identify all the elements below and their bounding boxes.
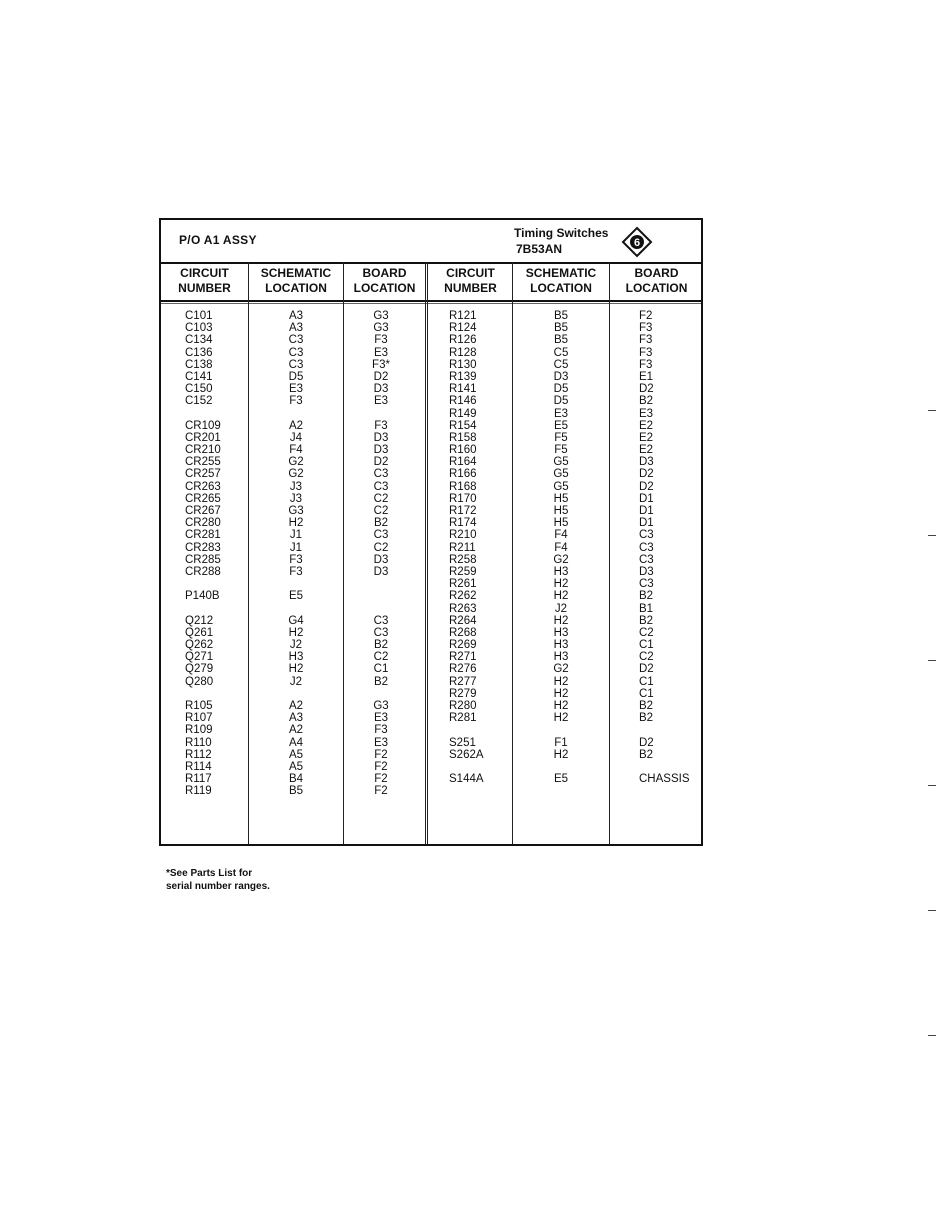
board-location: F3 — [639, 358, 653, 371]
circuit-number: Q212 — [185, 614, 214, 627]
circuit-number: R110 — [185, 736, 212, 749]
schematic-location: A3 — [288, 322, 304, 335]
circuit-number: CR285 — [185, 553, 221, 566]
circuit-number: Q279 — [185, 663, 214, 676]
circuit-number: R262 — [449, 590, 477, 603]
schematic-location: J3 — [289, 492, 303, 505]
circuit-number: R276 — [449, 663, 477, 676]
board-location: C1 — [639, 639, 654, 652]
parts-location-table — [159, 218, 703, 846]
column-divider — [343, 262, 344, 844]
board-location: E3 — [373, 346, 389, 359]
circuit-number: R128 — [449, 346, 477, 359]
row-spacer — [349, 688, 413, 700]
row-spacer — [261, 578, 331, 590]
circuit-number: R268 — [449, 626, 477, 639]
circuit-number: C103 — [185, 322, 213, 335]
schematic-location: H3 — [553, 565, 569, 578]
board-location: C3 — [373, 480, 389, 493]
schematic-location: F4 — [554, 529, 568, 542]
schematic-location: C5 — [553, 358, 569, 371]
schematic-location: H5 — [553, 492, 569, 505]
schematic-location: C5 — [553, 346, 569, 359]
circuit-number: Q280 — [185, 675, 214, 688]
board-location: E2 — [639, 444, 654, 457]
circuit-number: CR267 — [185, 505, 221, 517]
schematic-location: G5 — [553, 468, 569, 481]
row-spacer — [261, 408, 331, 420]
schematic-location: D5 — [288, 370, 304, 383]
circuit-number: CR280 — [185, 517, 221, 530]
circuit-number: R166 — [449, 468, 477, 481]
circuit-number: CR109 — [185, 419, 221, 432]
col-header-board-left: BOARD LOCATION — [353, 266, 416, 295]
board-location: E2 — [639, 431, 654, 444]
schematic-location: H2 — [288, 626, 304, 639]
circuit-number: R160 — [449, 444, 477, 457]
circuit-number: C134 — [185, 334, 213, 347]
circuit-number: R126 — [449, 334, 477, 347]
board-location: D3 — [373, 431, 389, 444]
circuit-number: R279 — [449, 687, 477, 700]
board-location: F2 — [374, 748, 388, 761]
schematic-location: H2 — [553, 687, 569, 700]
board-location: B2 — [639, 590, 654, 603]
right-schematic-locations — [525, 310, 597, 785]
circuit-number: Q261 — [185, 626, 214, 639]
row-spacer — [449, 724, 509, 736]
circuit-number: R259 — [449, 565, 477, 578]
board-location: B2 — [639, 712, 654, 725]
board-location: F2 — [374, 773, 388, 786]
column-divider-double — [425, 262, 428, 844]
circuit-number: R210 — [449, 529, 477, 542]
schematic-location: J3 — [289, 480, 303, 493]
board-location: F2 — [374, 785, 388, 798]
board-location — [349, 590, 413, 602]
schematic-location: G3 — [288, 505, 304, 517]
board-location: C3 — [373, 614, 389, 627]
board-location: B2 — [639, 700, 654, 712]
row-spacer — [261, 603, 331, 615]
row-spacer — [639, 761, 699, 773]
header-divider — [161, 262, 701, 264]
board-location: D3 — [639, 456, 654, 469]
board-location: D1 — [639, 517, 654, 530]
board-location: C3 — [639, 541, 654, 554]
schematic-location: J1 — [289, 529, 303, 542]
board-location: F2 — [639, 310, 653, 322]
row-spacer — [639, 724, 699, 736]
section-title — [514, 225, 608, 257]
board-location: B2 — [373, 675, 389, 688]
column-header-divider — [161, 300, 701, 302]
circuit-number: R271 — [449, 651, 477, 664]
footnote-line: *See Parts List for — [166, 868, 253, 879]
row-spacer — [261, 688, 331, 700]
footnote-line: serial number ranges. — [166, 881, 270, 892]
circuit-number: Q262 — [185, 639, 214, 652]
board-location: F3* — [372, 358, 390, 371]
board-location: C3 — [373, 468, 389, 481]
board-location: C1 — [639, 687, 654, 700]
board-location: G3 — [373, 700, 389, 712]
circuit-number: R146 — [449, 395, 477, 408]
schematic-location: G4 — [288, 614, 304, 627]
board-location: F3 — [639, 334, 653, 347]
circuit-number: R269 — [449, 639, 477, 652]
circuit-number: S251 — [449, 736, 476, 749]
circuit-number: C150 — [185, 383, 213, 396]
circuit-number: R130 — [449, 358, 477, 371]
schematic-location: E3 — [288, 383, 304, 396]
col-header-schematic-left: SCHEMATIC LOCATION — [260, 266, 332, 295]
schematic-location: G2 — [288, 468, 304, 481]
board-location: D2 — [373, 370, 389, 383]
circuit-number: R112 — [185, 748, 212, 761]
board-location: C3 — [373, 626, 389, 639]
left-circuit-numbers — [185, 310, 245, 798]
row-spacer — [449, 761, 509, 773]
circuit-number: R170 — [449, 492, 477, 505]
circuit-number: R105 — [185, 700, 213, 712]
board-location: F3 — [374, 419, 388, 432]
schematic-location: F3 — [289, 565, 303, 578]
board-location: C3 — [639, 529, 654, 542]
assembly-title: P/O A1 ASSY — [179, 233, 257, 247]
schematic-location: A4 — [288, 736, 304, 749]
row-spacer — [349, 408, 413, 420]
board-location: D1 — [639, 505, 654, 517]
right-board-locations — [639, 310, 699, 785]
schematic-location: B5 — [553, 310, 569, 322]
circuit-number: S262A — [449, 748, 484, 761]
board-location: F3 — [374, 334, 388, 347]
schematic-location: D3 — [553, 370, 569, 383]
schematic-location: C3 — [288, 358, 304, 371]
row-spacer — [525, 724, 597, 736]
schematic-location: A2 — [288, 419, 304, 432]
circuit-number: R114 — [185, 760, 212, 773]
circuit-number: R109 — [185, 724, 213, 737]
schematic-location: H2 — [288, 517, 304, 530]
scan-edge-mark — [928, 910, 936, 911]
circuit-number: CR283 — [185, 541, 221, 554]
circuit-number: R149 — [449, 407, 477, 420]
circuit-number: C136 — [185, 346, 213, 359]
col-header-circuit-left: CIRCUIT NUMBER — [178, 266, 231, 295]
board-location: F3 — [639, 322, 653, 335]
row-spacer — [185, 688, 245, 700]
schematic-location: G2 — [553, 663, 569, 676]
schematic-location: H2 — [553, 614, 569, 627]
schematic-location: B5 — [288, 785, 304, 798]
row-spacer — [525, 761, 597, 773]
col-header-board-right: BOARD LOCATION — [625, 266, 688, 295]
board-location: D3 — [373, 565, 389, 578]
board-location: C2 — [373, 492, 389, 505]
circuit-number: C152 — [185, 395, 213, 408]
circuit-number: S144A — [449, 773, 484, 786]
col-header-circuit-right: CIRCUIT NUMBER — [444, 266, 497, 295]
board-location: B2 — [373, 517, 389, 530]
scan-edge-mark — [928, 660, 936, 661]
schematic-location: D5 — [553, 395, 569, 408]
schematic-location: C3 — [288, 334, 304, 347]
circuit-number: CR281 — [185, 529, 221, 542]
schematic-location: J2 — [289, 675, 303, 688]
diagram-number-diamond-icon — [621, 226, 653, 258]
row-spacer — [349, 603, 413, 615]
left-schematic-locations — [261, 310, 331, 798]
schematic-location: B5 — [553, 322, 569, 335]
schematic-location: D5 — [553, 383, 569, 396]
circuit-number: R174 — [449, 517, 477, 530]
board-location: G3 — [373, 310, 389, 322]
scan-edge-mark — [928, 410, 936, 411]
circuit-number: R258 — [449, 553, 477, 566]
row-spacer — [185, 603, 245, 615]
board-location: G3 — [373, 322, 389, 335]
schematic-location: B4 — [288, 773, 304, 786]
schematic-location: E5 — [553, 419, 569, 432]
schematic-location: F3 — [289, 395, 303, 408]
circuit-number: R263 — [449, 602, 477, 615]
scan-edge-mark — [928, 1035, 936, 1036]
board-location: D3 — [373, 444, 389, 457]
board-location: E3 — [373, 736, 389, 749]
schematic-location: A5 — [288, 760, 304, 773]
circuit-number: C101 — [185, 310, 213, 322]
board-location: C2 — [373, 505, 389, 517]
schematic-location: H2 — [553, 748, 569, 761]
right-circuit-numbers — [449, 310, 509, 785]
schematic-location: A2 — [288, 724, 304, 737]
circuit-number: R168 — [449, 480, 477, 493]
schematic-location: A2 — [288, 700, 304, 712]
schematic-location: H3 — [553, 651, 569, 664]
circuit-number: R261 — [449, 578, 477, 591]
column-header-underline — [161, 303, 701, 304]
scan-edge-mark — [928, 785, 936, 786]
schematic-location: H2 — [553, 578, 569, 591]
circuit-number: R277 — [449, 675, 477, 688]
schematic-location: J4 — [289, 431, 303, 444]
circuit-number: R264 — [449, 614, 477, 627]
board-location: E3 — [373, 395, 389, 408]
scan-edge-mark — [928, 535, 936, 536]
board-location: CHASSIS — [639, 773, 690, 786]
schematic-location: A3 — [288, 310, 304, 322]
schematic-location: E5 — [288, 590, 304, 603]
board-location: C3 — [639, 578, 654, 591]
schematic-location: J1 — [289, 541, 303, 554]
board-location: D2 — [639, 736, 654, 749]
board-location: B2 — [639, 395, 654, 408]
row-spacer — [349, 578, 413, 590]
board-location: C2 — [639, 626, 654, 639]
circuit-number: R139 — [449, 370, 477, 383]
board-location: D2 — [639, 480, 654, 493]
schematic-location: H2 — [553, 700, 569, 712]
board-location: C2 — [373, 541, 389, 554]
board-location: D3 — [639, 565, 654, 578]
circuit-number: R281 — [449, 712, 477, 725]
schematic-location: A5 — [288, 748, 304, 761]
board-location: E1 — [639, 370, 654, 383]
circuit-number: C138 — [185, 358, 213, 371]
circuit-number: R119 — [185, 785, 212, 798]
schematic-location: C3 — [288, 346, 304, 359]
board-location: C2 — [639, 651, 654, 664]
schematic-location: A3 — [288, 712, 304, 725]
board-location: F2 — [374, 760, 388, 773]
board-location: C3 — [639, 553, 654, 566]
model-number: 7B53AN — [516, 242, 563, 256]
schematic-location: F1 — [554, 736, 568, 749]
board-location: D3 — [373, 553, 389, 566]
schematic-location: G5 — [553, 480, 569, 493]
board-location: D1 — [639, 492, 654, 505]
board-location: C1 — [373, 663, 389, 676]
schematic-location: G2 — [553, 553, 569, 566]
circuit-number: CR288 — [185, 565, 221, 578]
schematic-location: H2 — [553, 675, 569, 688]
circuit-number: R211 — [449, 541, 476, 554]
board-location: F3 — [639, 346, 653, 359]
board-location: C3 — [373, 529, 389, 542]
board-location: E3 — [639, 407, 654, 420]
board-location: B2 — [639, 748, 654, 761]
schematic-location: E5 — [553, 773, 569, 786]
schematic-location: H3 — [553, 626, 569, 639]
circuit-number: CR257 — [185, 468, 221, 481]
circuit-number: R164 — [449, 456, 477, 469]
schematic-location: G2 — [288, 456, 304, 469]
circuit-number: R107 — [185, 712, 213, 725]
schematic-location: F4 — [554, 541, 568, 554]
circuit-number: R172 — [449, 505, 477, 517]
board-location: D3 — [373, 383, 389, 396]
board-location: C1 — [639, 675, 654, 688]
board-location: C2 — [373, 651, 389, 664]
circuit-number: R121 — [449, 310, 477, 322]
schematic-location: G5 — [553, 456, 569, 469]
schematic-location: F5 — [554, 444, 568, 457]
circuit-number: R158 — [449, 431, 477, 444]
board-location: D2 — [373, 456, 389, 469]
schematic-location: H5 — [553, 505, 569, 517]
board-location: D2 — [639, 468, 654, 481]
schematic-location: H3 — [553, 639, 569, 652]
board-location: E3 — [373, 712, 389, 725]
circuit-number: CR255 — [185, 456, 221, 469]
board-location: F3 — [374, 724, 388, 737]
column-divider — [248, 262, 249, 844]
row-spacer — [185, 578, 245, 590]
circuit-number: CR210 — [185, 444, 221, 457]
circuit-number: R117 — [185, 773, 212, 786]
board-location: E2 — [639, 419, 654, 432]
schematic-location: H5 — [553, 517, 569, 530]
circuit-number: CR201 — [185, 431, 221, 444]
circuit-number: CR265 — [185, 492, 221, 505]
schematic-location: H2 — [553, 590, 569, 603]
col-header-schematic-right: SCHEMATIC LOCATION — [525, 266, 597, 295]
circuit-number: R141 — [449, 383, 477, 396]
circuit-number: CR263 — [185, 480, 221, 493]
schematic-location: J2 — [289, 639, 303, 652]
section-name: Timing Switches — [514, 226, 609, 240]
circuit-number: Q271 — [185, 651, 214, 664]
schematic-location: J2 — [554, 602, 568, 615]
board-location: D2 — [639, 663, 654, 676]
left-board-locations — [349, 310, 413, 798]
circuit-number: R280 — [449, 700, 477, 712]
circuit-number: R124 — [449, 322, 477, 335]
circuit-number: P140B — [185, 590, 220, 603]
diagram-number: 6 — [633, 237, 641, 249]
footnote — [166, 867, 270, 893]
schematic-location: H3 — [288, 651, 304, 664]
row-spacer — [185, 408, 245, 420]
schematic-location: B5 — [553, 334, 569, 347]
schematic-location: F5 — [554, 431, 568, 444]
board-location: B2 — [639, 614, 654, 627]
schematic-location: H2 — [288, 663, 304, 676]
board-location: D2 — [639, 383, 654, 396]
circuit-number: C141 — [185, 370, 213, 383]
column-divider — [512, 262, 513, 844]
schematic-location: H2 — [553, 712, 569, 725]
circuit-number: R154 — [449, 419, 477, 432]
schematic-location: F3 — [289, 553, 303, 566]
board-location: B2 — [373, 639, 389, 652]
schematic-location: E3 — [553, 407, 569, 420]
schematic-location: F4 — [289, 444, 303, 457]
board-location: B1 — [639, 602, 654, 615]
column-divider — [609, 262, 610, 844]
